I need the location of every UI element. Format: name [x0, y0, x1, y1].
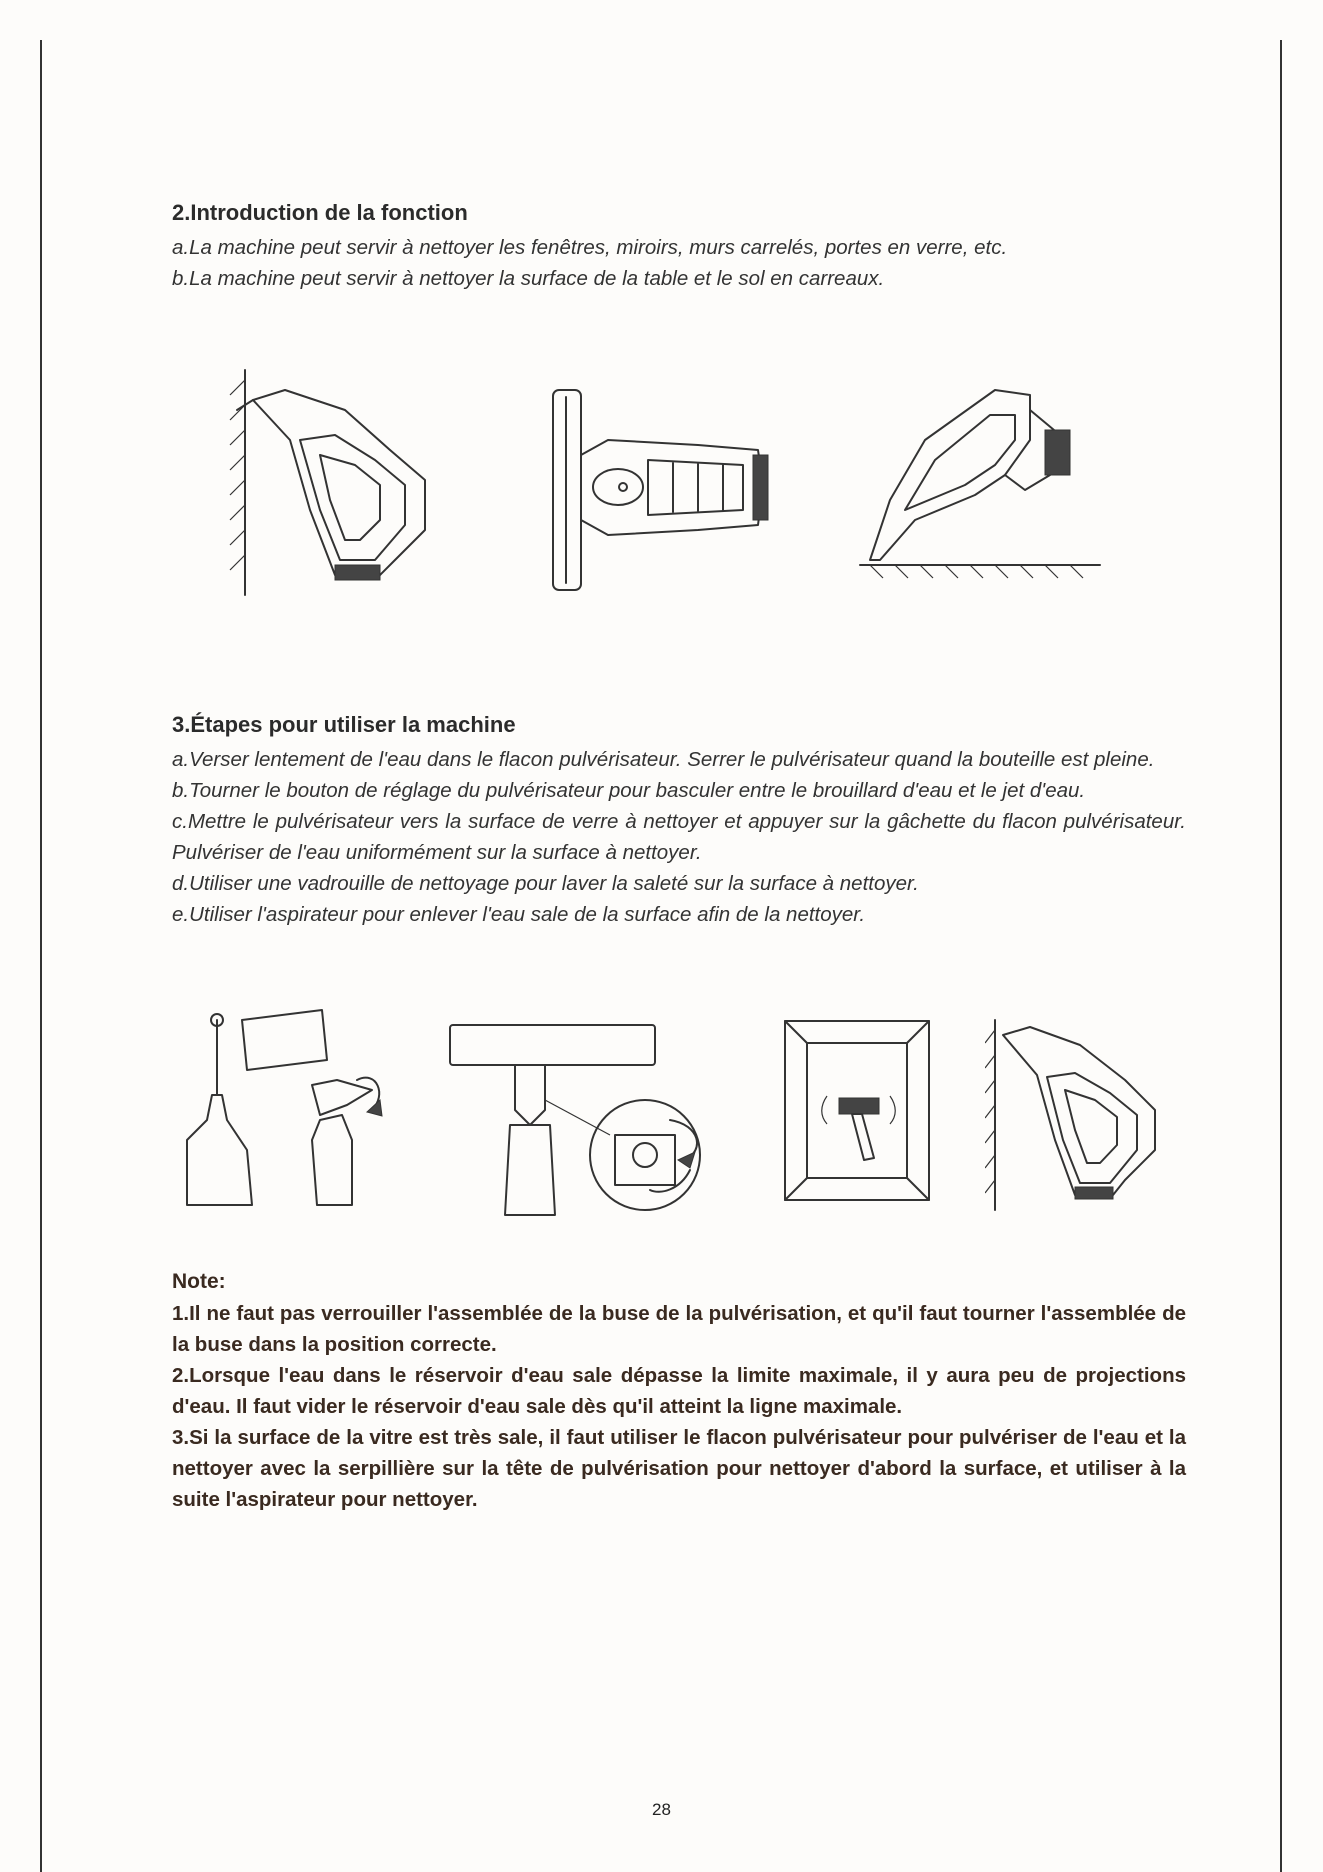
- illustration-window-vacuum-top-view: [548, 385, 778, 605]
- steps-line-a: a.Verser lentement de l'eau dans le flacon pulvérisateur. Serrer le pulvérisateur quand la bouteille est pleine.: [172, 748, 1155, 771]
- steps-line-e: e.Utiliser l'aspirateur pour enlever l'eau sale de la surface afin de la nettoyer.: [172, 903, 866, 926]
- section-note: [172, 1270, 1186, 1515]
- note-line-3: 3.Si la surface de la vitre est très sale, il faut utiliser le flacon pulvérisateur pour pulvériser de l'eau et la nettoyer avec la serpillière sur la tête de pulvérisation pour nettoyer d'abord la surface, et utiliser à la suite l'aspirateur pour nettoyer.: [172, 1426, 1186, 1511]
- illustration-window-vacuum-on-wall: [225, 360, 455, 605]
- illustration-spray-onto-glass: [782, 1018, 932, 1208]
- steps-line-b: b.Tourner le bouton de réglage du pulvérisateur pour basculer entre le brouillard d'eau et le jet d'eau.: [172, 779, 1086, 802]
- steps-line-d: d.Utiliser une vadrouille de nettoyage pour laver la saleté sur la surface à nettoyer.: [172, 872, 919, 895]
- section-intro: [172, 200, 1186, 294]
- illustration-fill-spray-bottle: [172, 1000, 412, 1220]
- note-line-1: 1.Il ne faut pas verrouiller l'assemblée de la buse de la pulvérisation, et qu'il faut tourner l'assemblée de la buse dans la position correcte.: [172, 1302, 1186, 1356]
- note-line-2: 2.Lorsque l'eau dans le réservoir d'eau sale dépasse la limite maximale, il y aura peu de projections d'eau. Il faut vider le réservoir d'eau sale dès qu'il atteint la ligne maximale.: [172, 1364, 1186, 1418]
- intro-line-b: b.La machine peut servir à nettoyer la surface de la table et le sol en carreaux.: [172, 267, 885, 290]
- page-margin-line-right: [1280, 40, 1282, 1872]
- illustration-adjust-spray-nozzle: [445, 1020, 715, 1225]
- section-intro-heading: 2.Introduction de la fonction: [172, 200, 468, 225]
- page-number: 28: [652, 1800, 671, 1819]
- page-margin-line-left: [40, 40, 42, 1872]
- note-heading: Note:: [172, 1270, 226, 1293]
- section-steps-heading: 3.Étapes pour utiliser la machine: [172, 712, 516, 737]
- illustration-window-vacuum-on-floor: [855, 380, 1105, 585]
- steps-line-c: c.Mettre le pulvérisateur vers la surface de verre à nettoyer et appuyer sur la gâchette du flacon pulvérisateur. Pulvériser de l'eau uniformément sur la surface à nettoyer.: [172, 810, 1186, 864]
- illustration-vacuum-glass-surface: [985, 1015, 1175, 1220]
- intro-line-a: a.La machine peut servir à nettoyer les fenêtres, miroirs, murs carrelés, portes en verre, etc.: [172, 236, 1008, 259]
- section-steps: [172, 712, 1186, 930]
